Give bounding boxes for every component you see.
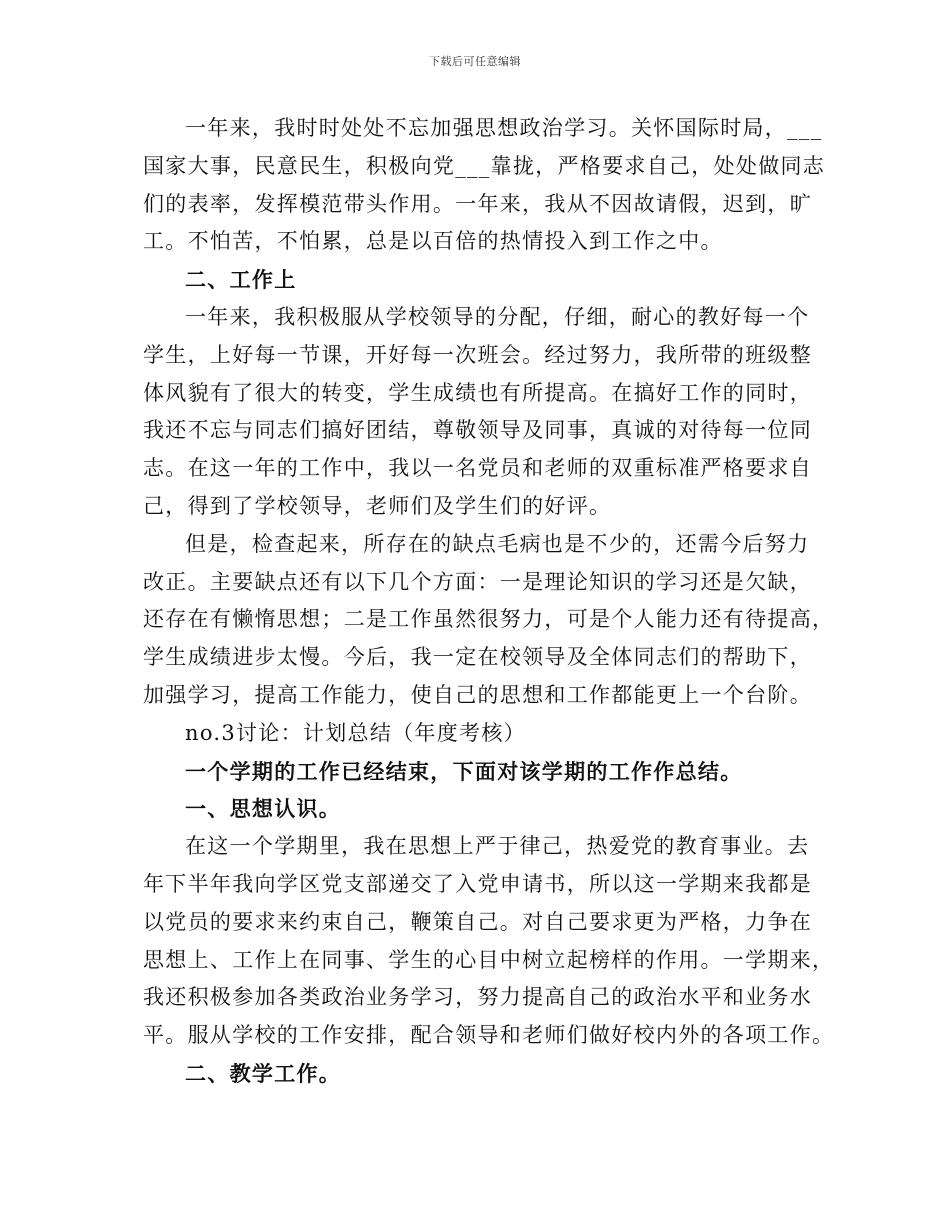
text-line: 年下半年我向学区党支部递交了入党申请书，所以这一学期来我都是	[143, 871, 812, 896]
page-header-note: 下载后可任意编辑	[429, 55, 521, 68]
text-line: 以党员的要求来约束自己，鞭策自己。对自己要求更为严格，力争在	[143, 909, 812, 934]
text-line: 平。服从学校的工作安排，配合领导和老师们做好校内外的各项工作。	[143, 1023, 835, 1048]
body-paragraph	[143, 110, 826, 261]
text-line: 工。不怕苦，不怕累，总是以百倍的热情投入到工作之中。	[143, 229, 723, 254]
text-line: no.3讨论：计划总结（年度考核）	[185, 720, 526, 745]
body-paragraph	[143, 828, 835, 1055]
text-line: 二、教学工作。	[185, 1060, 342, 1086]
text-line: 但是，检查起来，所存在的缺点毛病也是不少的，还需今后努力	[185, 531, 810, 556]
text-line: 体风貌有了很大的转变，学生成绩也有所提高。在搞好工作的同时，	[143, 380, 812, 405]
text-line: 己，得到了学校领导，老师们及学生们的好评。	[143, 493, 612, 518]
text-line: 学生成绩进步太慢。今后，我一定在校领导及全体同志们的帮助下，	[143, 645, 812, 670]
body-paragraph	[143, 526, 835, 715]
text-line: 一年来，我时时处处不忘加强思想政治学习。关怀国际时局，___	[185, 116, 823, 140]
text-line: 我还积极参加各类政治业务学习，努力提高自己的政治水平和业务水	[143, 985, 812, 1010]
text-line: 志。在这一年的工作中，我以一名党员和老师的双重标准严格要求自	[143, 456, 812, 481]
section-heading	[143, 753, 813, 791]
text-line: 国家大事，民意民生，积极向党___靠拢，严格要求自己，处处做同志	[143, 153, 826, 178]
text-line: 还存在有懒惰思想；二是工作虽然很努力，可是个人能力还有待提高，	[143, 607, 835, 632]
body-paragraph	[143, 299, 813, 526]
text-line: 一、思想认识。	[185, 796, 342, 822]
text-line: 加强学习，提高工作能力，使自己的思想和工作都能更上一个台阶。	[143, 682, 812, 707]
document-body	[143, 110, 835, 1093]
section-heading	[143, 790, 813, 828]
text-line: 二、工作上	[185, 267, 297, 293]
text-line: 在这一个学期里，我在思想上严于律己，热爱党的教育事业。去	[185, 834, 810, 859]
section-heading	[143, 1055, 813, 1093]
text-line: 思想上、工作上在同事、学生的心目中树立起榜样的作用。一学期来，	[143, 947, 835, 972]
text-line: 们的表率，发挥模范带头作用。一年来，我从不因故请假，迟到，旷	[143, 191, 812, 216]
body-paragraph	[143, 715, 813, 753]
section-heading	[143, 261, 813, 299]
text-line: 我还不忘与同志们搞好团结，尊敬领导及同事，真诚的对待每一位同	[143, 418, 812, 443]
text-line: 一年来，我积极服从学校领导的分配，仔细，耐心的教好每一个	[185, 304, 810, 329]
text-line: 学生，上好每一节课，开好每一次班会。经过努力，我所带的班级整	[143, 342, 812, 367]
text-line: 改正。主要缺点还有以下几个方面：一是理论知识的学习还是欠缺，	[143, 569, 812, 594]
text-line: 一个学期的工作已经结束，下面对该学期的工作作总结。	[185, 758, 743, 784]
